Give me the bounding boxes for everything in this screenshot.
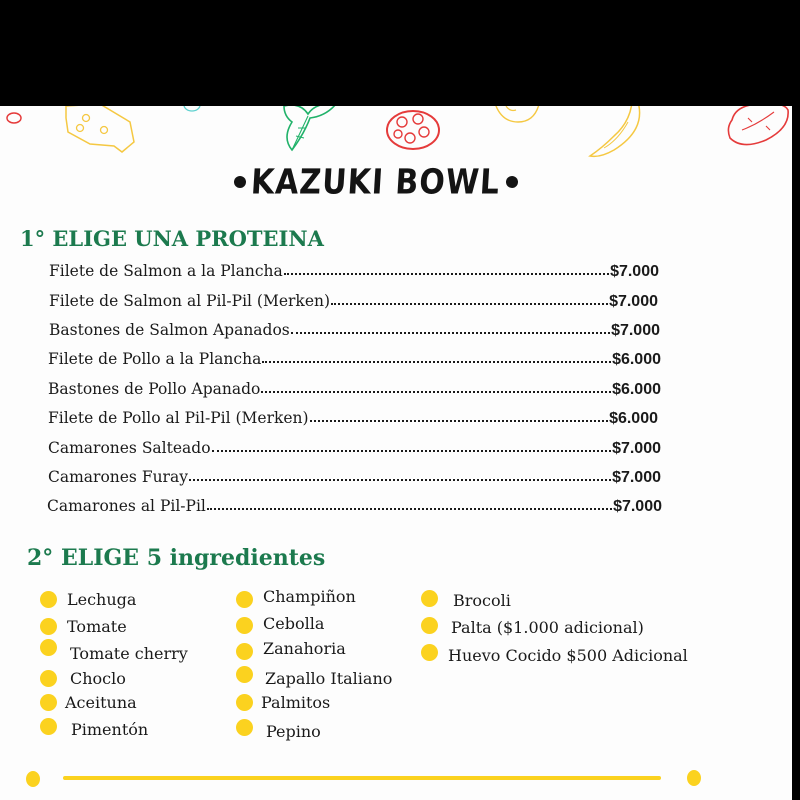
ingredient-label: Tomate — [67, 617, 127, 636]
ingredient-item — [40, 590, 136, 609]
bullet-icon — [40, 618, 57, 635]
ingredient-item — [40, 669, 126, 688]
ingredient-label: Palta ($1.000 adicional) — [451, 618, 644, 637]
ingredient-item — [236, 587, 356, 606]
cheese-icon — [60, 106, 138, 158]
protein-name: Filete de Pollo a la Plancha — [48, 350, 262, 368]
protein-name: Bastones de Pollo Apanado — [48, 380, 261, 398]
ingredient-item — [421, 618, 644, 637]
bullet-icon — [40, 694, 57, 711]
protein-item — [48, 409, 658, 431]
protein-price: $7.000 — [612, 440, 661, 457]
ingredient-label: Pimentón — [71, 720, 149, 739]
ingredient-label: Champiñon — [263, 587, 356, 606]
protein-price: $7.000 — [613, 498, 662, 515]
dot-leader — [310, 420, 608, 422]
ingredient-item — [236, 722, 321, 741]
protein-name: Filete de Salmon a la Plancha — [49, 262, 283, 280]
bullet-icon — [236, 617, 253, 634]
divider-line — [63, 776, 661, 780]
ingredient-item — [236, 614, 324, 633]
dot-leader — [207, 508, 612, 510]
bullet-icon — [421, 617, 438, 634]
banana-icon — [584, 106, 650, 164]
ingredient-label: Pepino — [266, 722, 321, 741]
ingredient-label: Tomate cherry — [70, 644, 188, 663]
ingredient-item — [421, 591, 511, 610]
ingredient-label: Brocoli — [453, 591, 511, 610]
protein-price: $6.000 — [612, 351, 661, 368]
ingredient-label: Aceituna — [65, 693, 137, 712]
protein-item — [48, 380, 661, 402]
restaurant-title — [226, 162, 526, 202]
pepper-slice-icon — [4, 110, 24, 126]
divider-dot-right-icon — [687, 770, 701, 786]
protein-item — [49, 292, 658, 314]
bullet-icon — [236, 666, 253, 683]
bullet-icon — [236, 694, 253, 711]
protein-item — [48, 439, 661, 461]
bullet-icon — [421, 644, 438, 661]
bullet-icon — [40, 670, 57, 687]
protein-item — [48, 350, 661, 372]
protein-name: Camarones Furay — [48, 468, 188, 486]
protein-item — [49, 321, 660, 343]
bullet-icon — [40, 591, 57, 608]
protein-name: Filete de Pollo al Pil-Pil (Merken) — [48, 409, 309, 427]
title-dot-right-icon — [506, 176, 518, 188]
ingredient-label: Zapallo Italiano — [265, 669, 393, 688]
protein-price: $7.000 — [612, 469, 661, 486]
protein-item — [49, 262, 659, 284]
section-heading-ingredients: 2° ELIGE 5 ingredientes — [27, 545, 326, 571]
basil-leaf-icon — [276, 106, 346, 154]
protein-name: Camarones al Pil-Pil — [47, 497, 206, 515]
protein-price: $7.000 — [611, 322, 660, 339]
protein-price: $6.000 — [612, 381, 661, 398]
ingredient-item — [236, 639, 346, 658]
bubble-icon — [180, 106, 204, 114]
bullet-icon — [421, 590, 438, 607]
title-dot-left-icon — [234, 176, 246, 188]
title-text: KAZUKI BOWL — [250, 161, 502, 203]
dot-leader — [261, 391, 611, 393]
dot-leader — [291, 332, 610, 334]
ingredient-item — [40, 644, 188, 663]
ingredient-item — [421, 646, 688, 665]
bullet-icon — [40, 718, 57, 735]
sweet-potato-icon — [722, 106, 792, 150]
protein-price: $6.000 — [609, 410, 658, 427]
divider-dot-left-icon — [26, 771, 40, 787]
protein-name: Bastones de Salmon Apanados — [49, 321, 290, 339]
ingredient-label: Zanahoria — [263, 639, 346, 658]
protein-name: Camarones Salteado — [48, 439, 211, 457]
dot-leader — [331, 303, 608, 305]
ingredient-label: Huevo Cocido $500 Adicional — [448, 646, 688, 665]
dot-leader — [284, 273, 609, 275]
tomato-slice-icon — [384, 108, 442, 152]
ingredient-label: Cebolla — [263, 614, 325, 633]
protein-price: $7.000 — [610, 263, 659, 280]
bullet-icon — [236, 591, 253, 608]
section-heading-protein: 1° ELIGE UNA PROTEINA — [20, 226, 324, 251]
protein-item — [47, 497, 662, 519]
ingredient-item — [40, 693, 137, 712]
ingredient-item — [236, 693, 330, 712]
ingredient-label: Palmitos — [261, 693, 331, 712]
bullet-icon — [40, 639, 57, 656]
protein-name: Filete de Salmon al Pil-Pil (Merken) — [49, 292, 331, 310]
bullet-icon — [236, 719, 253, 736]
dot-leader — [212, 450, 612, 452]
dot-leader — [189, 479, 611, 481]
ingredient-item — [236, 669, 392, 688]
dot-leader — [262, 361, 611, 363]
onion-icon — [490, 106, 546, 128]
ingredient-label: Choclo — [70, 669, 126, 688]
ingredient-item — [40, 720, 148, 739]
protein-item — [48, 468, 661, 490]
ingredient-item — [40, 617, 127, 636]
bullet-icon — [236, 643, 253, 660]
protein-price: $7.000 — [609, 293, 658, 310]
ingredient-label: Lechuga — [67, 590, 137, 609]
